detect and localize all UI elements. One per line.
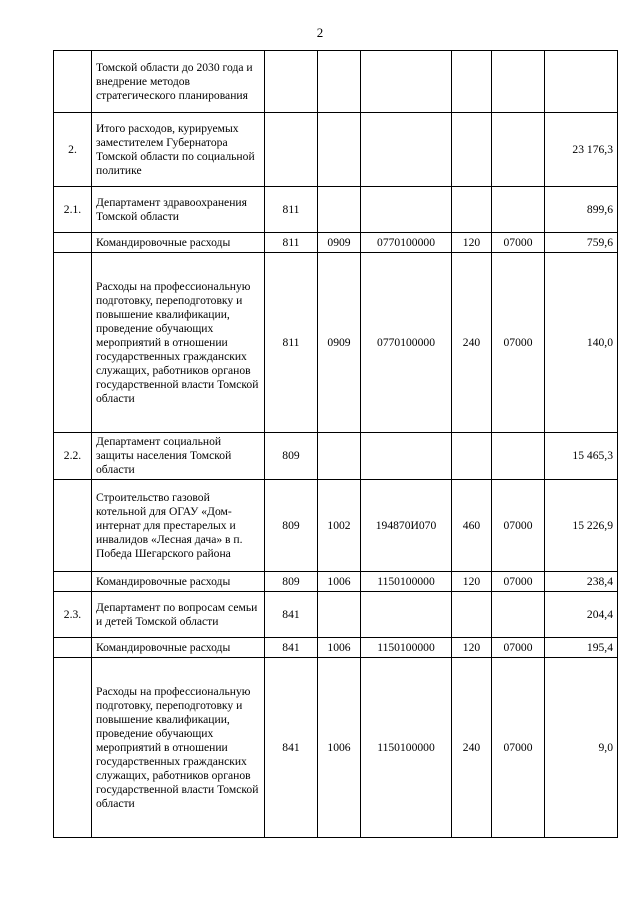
expense-name: Командировочные расходы bbox=[92, 638, 265, 658]
expense-type-code: 460 bbox=[452, 480, 492, 572]
amount: 204,4 bbox=[545, 592, 618, 638]
table-row bbox=[54, 572, 618, 592]
kosgu-code: 07000 bbox=[492, 658, 545, 838]
expense-name: Командировочные расходы bbox=[92, 233, 265, 253]
expense-type-code: 120 bbox=[452, 572, 492, 592]
budget-table bbox=[53, 50, 618, 838]
row-number: 2.2. bbox=[54, 433, 92, 480]
section-code bbox=[318, 51, 361, 113]
target-article-code: 1150100000 bbox=[361, 572, 452, 592]
table-row bbox=[54, 433, 618, 480]
row-number: 2.1. bbox=[54, 187, 92, 233]
expense-name: Расходы на профессиональную подготовку, переподготовку и повышение квалификации, проведение обучающих мероприятий в отношении государственных гражданских служащих, работников органов государственной власти Томской области bbox=[92, 253, 265, 433]
table-row bbox=[54, 113, 618, 187]
kosgu-code bbox=[492, 592, 545, 638]
target-article-code: 0770100000 bbox=[361, 233, 452, 253]
target-article-code: 1150100000 bbox=[361, 638, 452, 658]
ministry-code: 809 bbox=[265, 433, 318, 480]
table-row bbox=[54, 592, 618, 638]
kosgu-code bbox=[492, 51, 545, 113]
row-number bbox=[54, 233, 92, 253]
target-article-code bbox=[361, 592, 452, 638]
expense-name: Строительство газовой котельной для ОГАУ «Дом-интернат для престарелых и инвалидов «Лесная дача» в п. Победа Шегарского района bbox=[92, 480, 265, 572]
amount: 15 226,9 bbox=[545, 480, 618, 572]
ministry-code: 809 bbox=[265, 480, 318, 572]
section-code bbox=[318, 592, 361, 638]
kosgu-code: 07000 bbox=[492, 572, 545, 592]
section-code: 0909 bbox=[318, 233, 361, 253]
ministry-code: 809 bbox=[265, 572, 318, 592]
kosgu-code bbox=[492, 113, 545, 187]
ministry-code: 811 bbox=[265, 233, 318, 253]
kosgu-code: 07000 bbox=[492, 638, 545, 658]
section-code bbox=[318, 433, 361, 480]
kosgu-code: 07000 bbox=[492, 253, 545, 433]
target-article-code bbox=[361, 433, 452, 480]
expense-type-code: 120 bbox=[452, 233, 492, 253]
expense-name: Департамент по вопросам семьи и детей Томской области bbox=[92, 592, 265, 638]
expense-type-code bbox=[452, 187, 492, 233]
table-row bbox=[54, 51, 618, 113]
section-code: 1006 bbox=[318, 658, 361, 838]
amount: 23 176,3 bbox=[545, 113, 618, 187]
expense-type-code bbox=[452, 51, 492, 113]
amount: 899,6 bbox=[545, 187, 618, 233]
ministry-code: 811 bbox=[265, 253, 318, 433]
row-number: 2.3. bbox=[54, 592, 92, 638]
table-row bbox=[54, 480, 618, 572]
ministry-code: 841 bbox=[265, 638, 318, 658]
expense-type-code bbox=[452, 592, 492, 638]
table-row bbox=[54, 187, 618, 233]
target-article-code: 0770100000 bbox=[361, 253, 452, 433]
expense-name: Командировочные расходы bbox=[92, 572, 265, 592]
kosgu-code bbox=[492, 187, 545, 233]
target-article-code bbox=[361, 187, 452, 233]
section-code: 0909 bbox=[318, 253, 361, 433]
expense-name: Департамент социальной защиты населения Томской области bbox=[92, 433, 265, 480]
amount: 195,4 bbox=[545, 638, 618, 658]
amount: 759,6 bbox=[545, 233, 618, 253]
ministry-code: 841 bbox=[265, 592, 318, 638]
expense-type-code: 240 bbox=[452, 658, 492, 838]
target-article-code: 194870И070 bbox=[361, 480, 452, 572]
target-article-code bbox=[361, 113, 452, 187]
amount: 238,4 bbox=[545, 572, 618, 592]
row-number bbox=[54, 253, 92, 433]
row-number bbox=[54, 51, 92, 113]
expense-name: Расходы на профессиональную подготовку, переподготовку и повышение квалификации, проведение обучающих мероприятий в отношении государственных гражданских служащих, работников органов государственной власти Томской области bbox=[92, 658, 265, 838]
amount: 140,0 bbox=[545, 253, 618, 433]
row-number: 2. bbox=[54, 113, 92, 187]
section-code bbox=[318, 113, 361, 187]
ministry-code: 841 bbox=[265, 658, 318, 838]
section-code bbox=[318, 187, 361, 233]
table-row bbox=[54, 233, 618, 253]
kosgu-code bbox=[492, 433, 545, 480]
expense-type-code bbox=[452, 433, 492, 480]
row-number bbox=[54, 572, 92, 592]
table-row bbox=[54, 253, 618, 433]
expense-type-code bbox=[452, 113, 492, 187]
row-number bbox=[54, 658, 92, 838]
table-row bbox=[54, 658, 618, 838]
amount: 15 465,3 bbox=[545, 433, 618, 480]
table-row bbox=[54, 638, 618, 658]
ministry-code bbox=[265, 113, 318, 187]
expense-type-code: 240 bbox=[452, 253, 492, 433]
section-code: 1006 bbox=[318, 572, 361, 592]
amount: 9,0 bbox=[545, 658, 618, 838]
target-article-code bbox=[361, 51, 452, 113]
kosgu-code: 07000 bbox=[492, 233, 545, 253]
section-code: 1006 bbox=[318, 638, 361, 658]
expense-name: Томской области до 2030 года и внедрение методов стратегического планирования bbox=[92, 51, 265, 113]
budget-table-body bbox=[54, 51, 618, 838]
expense-name: Итого расходов, курируемых заместителем Губернатора Томской области по социальной политике bbox=[92, 113, 265, 187]
row-number bbox=[54, 480, 92, 572]
target-article-code: 1150100000 bbox=[361, 658, 452, 838]
page-number: 2 bbox=[316, 25, 324, 40]
amount bbox=[545, 51, 618, 113]
row-number bbox=[54, 638, 92, 658]
expense-type-code: 120 bbox=[452, 638, 492, 658]
ministry-code bbox=[265, 51, 318, 113]
ministry-code: 811 bbox=[265, 187, 318, 233]
section-code: 1002 bbox=[318, 480, 361, 572]
kosgu-code: 07000 bbox=[492, 480, 545, 572]
expense-name: Департамент здравоохранения Томской области bbox=[92, 187, 265, 233]
